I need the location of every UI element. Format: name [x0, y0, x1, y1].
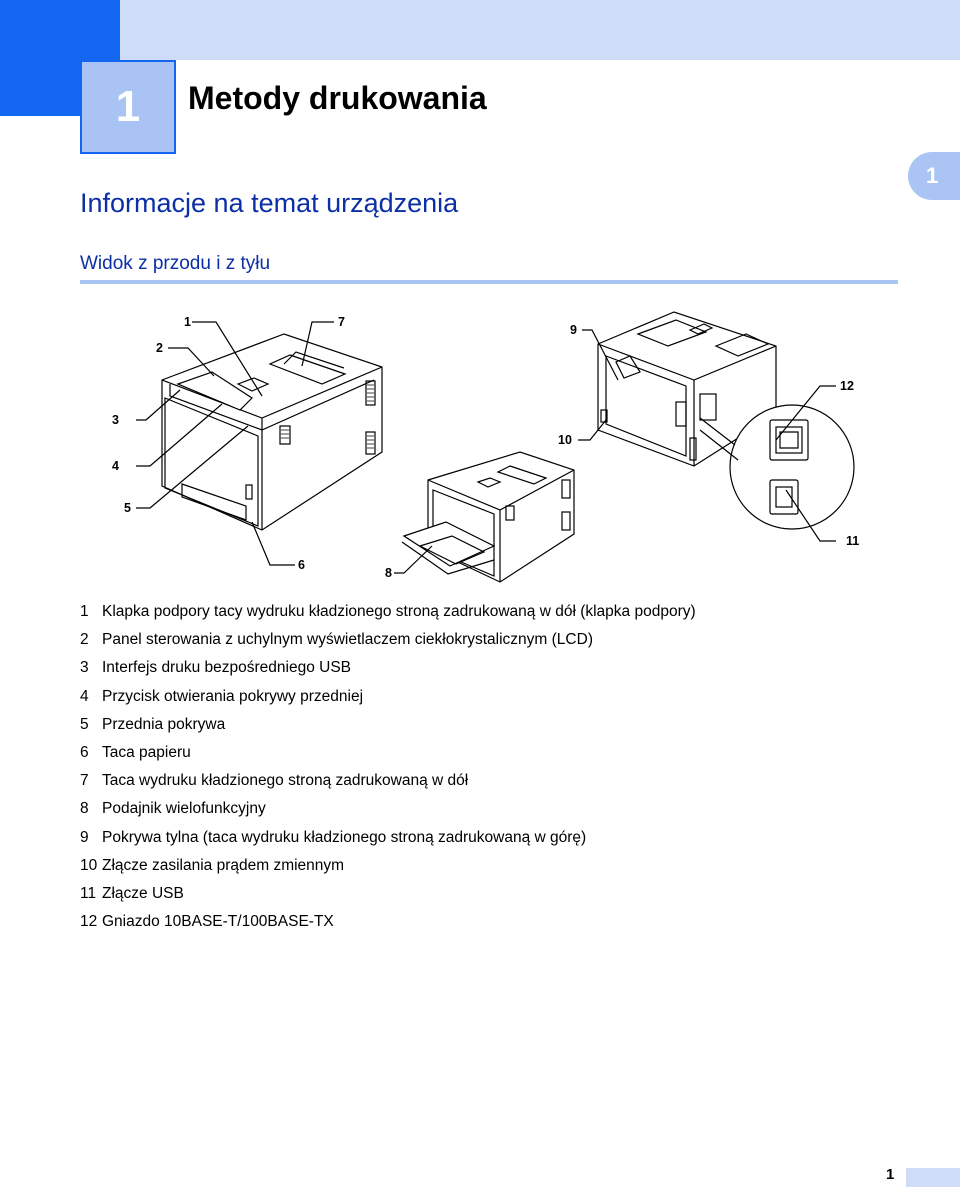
printer-front-icon: [162, 334, 382, 530]
legend-item: [80, 852, 696, 880]
legend-item-number: 11: [80, 884, 97, 902]
legend-item-number: 10: [80, 856, 98, 874]
header-band: [0, 0, 960, 60]
subsection-rule: [80, 280, 898, 284]
callout-12: 12: [840, 379, 854, 393]
printer-figure: [0, 300, 960, 590]
callout-7: 7: [338, 315, 345, 329]
legend-item: [80, 824, 696, 852]
legend-item-text: Panel sterowania z uchylnym wyświetlaczem ciekłokrystalicznym (LCD): [102, 631, 593, 649]
section-title: Informacje na temat urządzenia: [80, 188, 459, 218]
callout-2: 2: [156, 341, 163, 355]
legend-item-text: Złącze zasilania prądem zmiennym: [102, 856, 345, 874]
callout-1: 1: [184, 315, 191, 329]
legend-item-text: Złącze USB: [102, 884, 184, 902]
legend-item-text: Gniazdo 10BASE-T/100BASE-TX: [102, 913, 334, 931]
legend-item-number: 6: [80, 744, 89, 762]
legend-item-number: 5: [80, 715, 89, 733]
legend-item-text: Pokrywa tylna (taca wydruku kładzionego stroną zadrukowaną w górę): [102, 828, 587, 846]
legend-item-text: Taca papieru: [102, 744, 191, 762]
legend-item-text: Przycisk otwierania pokrywy przedniej: [102, 687, 364, 705]
legend-item-text: Klapka podpory tacy wydruku kładzionego stroną zadrukowaną w dół (klapka podpory): [102, 603, 696, 621]
legend-item: [80, 795, 696, 823]
legend-item-number: 7: [80, 772, 89, 790]
callout-4: 4: [112, 459, 119, 473]
callout-3: 3: [112, 413, 119, 427]
legend-item: [80, 739, 696, 767]
callout-6: 6: [298, 558, 305, 572]
printer-mp-tray-icon: [402, 452, 574, 582]
legend-item: [80, 767, 696, 795]
footer-bar: [906, 1168, 960, 1187]
chapter-number: 1: [80, 60, 176, 154]
callout-8: 8: [385, 566, 392, 580]
callout-5: 5: [124, 501, 131, 515]
callout-11: 11: [846, 534, 860, 548]
legend-item-number: 4: [80, 687, 89, 705]
legend-item-number: 12: [80, 913, 98, 931]
legend-item-number: 1: [80, 603, 89, 621]
callout-9: 9: [570, 323, 577, 337]
chapter-side-tab: 1: [908, 152, 960, 200]
legend-item: [80, 626, 696, 654]
legend-item-text: Przednia pokrywa: [102, 715, 226, 733]
legend-item-number: 9: [80, 828, 89, 846]
callout-10: 10: [558, 433, 572, 447]
legend-item: [80, 598, 696, 626]
subsection-title: Widok z przodu i z tyłu: [80, 253, 271, 274]
legend-item-text: Podajnik wielofunkcyjny: [102, 800, 266, 818]
legend-item-number: 3: [80, 659, 89, 677]
legend-item: [80, 880, 696, 908]
legend-item-text: Interfejs druku bezpośredniego USB: [102, 659, 352, 677]
legend-item-number: 2: [80, 631, 89, 649]
legend-item-number: 8: [80, 800, 89, 818]
legend-item: [80, 711, 696, 739]
parts-legend: [80, 598, 696, 936]
chapter-title: Metody drukowania: [188, 80, 487, 116]
legend-item: [80, 908, 696, 936]
legend-item-text: Taca wydruku kładzionego stroną zadrukowaną w dół: [102, 772, 469, 790]
legend-item: [80, 654, 696, 682]
legend-item: [80, 683, 696, 711]
page-number: 1: [886, 1166, 895, 1183]
